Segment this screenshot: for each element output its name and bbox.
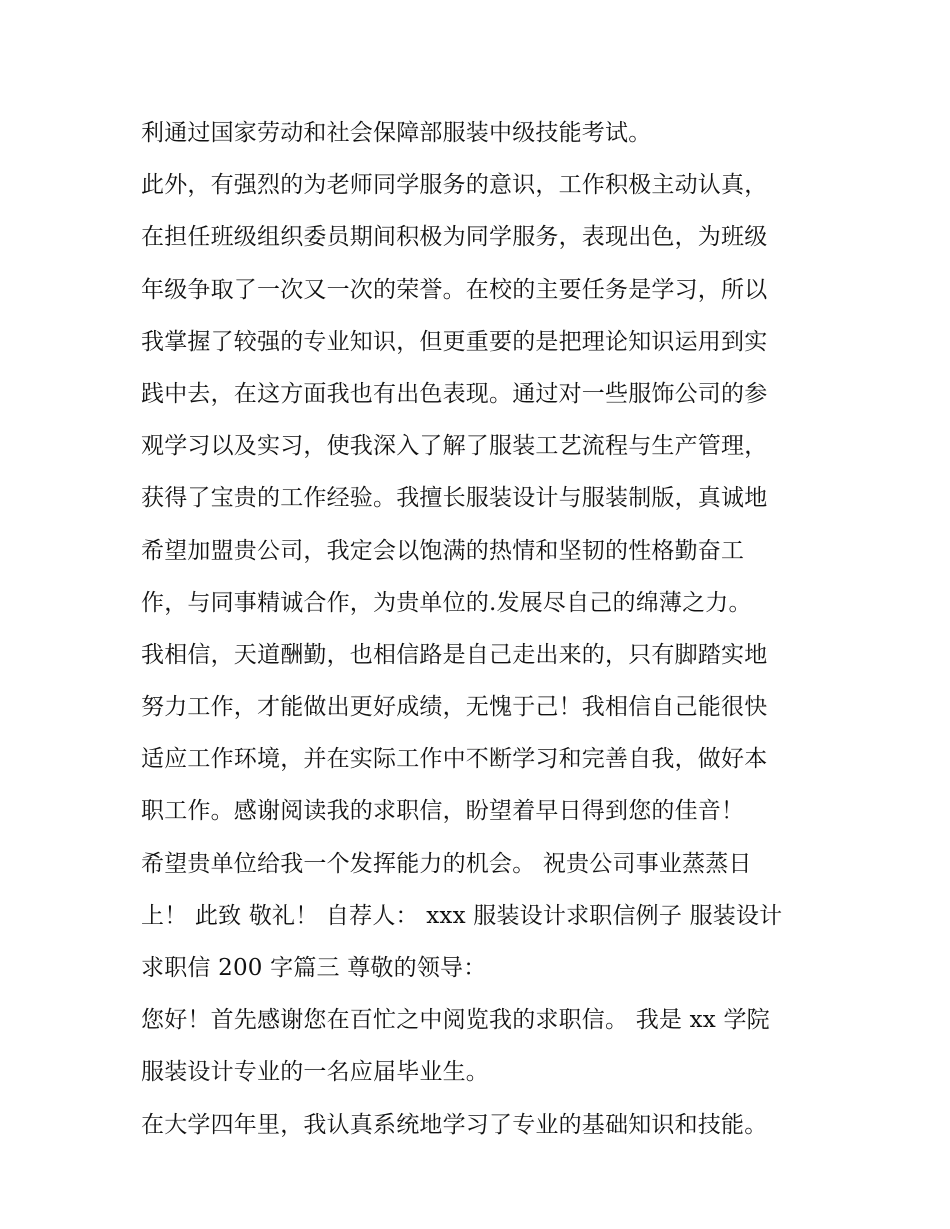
- text-line: 上！ 此致 敬礼！ 自荐人： xxx 服装设计求职信例子 服装设计: [141, 902, 783, 929]
- text-line: 在大学四年里，我认真系统地学习了专业的基础知识和技能。: [141, 1111, 768, 1138]
- text-line: 获得了宝贵的工作经验。我擅长服装设计与服装制版，真诚地: [141, 485, 768, 512]
- body-text: [141, 107, 821, 1151]
- text-line: 求职信 200 字篇三 尊敬的领导：: [141, 955, 487, 981]
- text-line: 希望加盟贵公司，我定会以饱满的热情和坚韧的性格勤奋工: [141, 537, 745, 564]
- text-line: 职工作。感谢阅读我的求职信，盼望着早日得到您的佳音！: [141, 798, 745, 825]
- text-line: 我相信，天道酬勤，也相信路是自己走出来的，只有脚踏实地: [141, 641, 768, 668]
- text-line: 努力工作，才能做出更好成绩，无愧于己！我相信自己能很快: [141, 694, 768, 721]
- text-line: 作，与同事精诚合作，为贵单位的.发展尽自己的绵薄之力。: [141, 589, 752, 616]
- text-line: 年级争取了一次又一次的荣誉。在校的主要任务是学习，所以: [141, 276, 768, 303]
- text-line: 观学习以及实习，使我深入了解了服装工艺流程与生产管理，: [141, 433, 768, 460]
- text-line: 此外，有强烈的为老师同学服务的意识，工作积极主动认真，: [141, 172, 768, 199]
- text-line: 希望贵单位给我一个发挥能力的机会。 祝贵公司事业蒸蒸日: [141, 850, 752, 877]
- text-line: 践中去，在这方面我也有出色表现。通过对一些服饰公司的参: [141, 380, 768, 407]
- text-line: 适应工作环境，并在实际工作中不断学习和完善自我，做好本: [141, 746, 768, 773]
- text-line: 在担任班级组织委员期间积极为同学服务，表现出色，为班级: [141, 224, 768, 251]
- text-line: 您好！首先感谢您在百忙之中阅览我的求职信。 我是 xx 学院: [141, 1007, 770, 1034]
- text-line: 利通过国家劳动和社会保障部服装中级技能考试。: [141, 120, 652, 146]
- text-line: 我掌握了较强的专业知识，但更重要的是把理论知识运用到实: [141, 328, 768, 355]
- text-line: 服装设计专业的一名应届毕业生。: [141, 1059, 489, 1086]
